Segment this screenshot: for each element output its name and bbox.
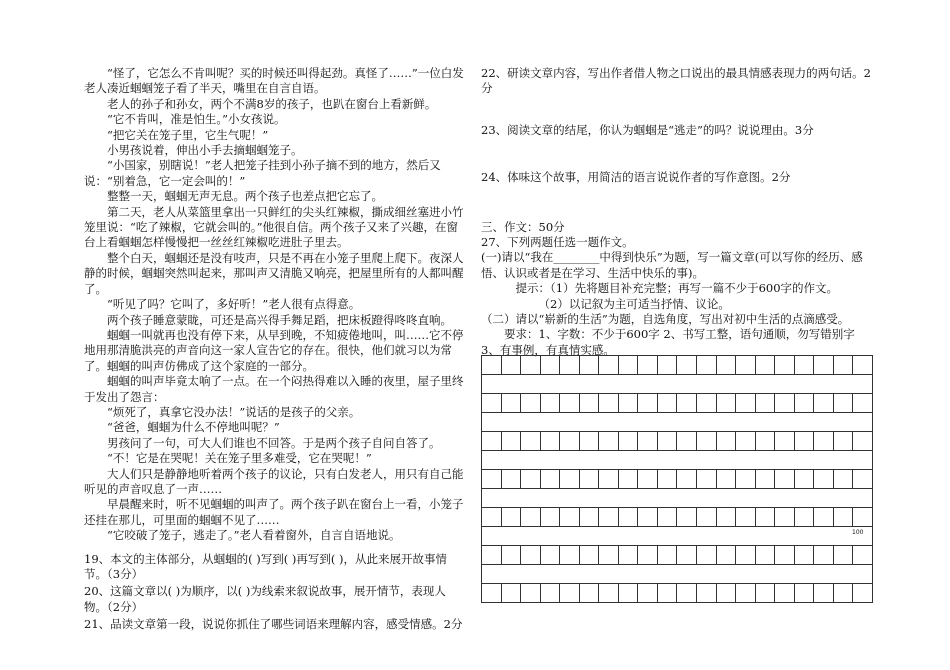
grid-cell[interactable] (638, 470, 658, 489)
left-column (84, 66, 466, 635)
grid-count-marker: 100 (852, 529, 864, 536)
grid-cell[interactable] (736, 470, 756, 489)
grid-cell[interactable] (618, 356, 638, 375)
grid-cell[interactable] (736, 432, 756, 451)
grid-cell[interactable] (618, 432, 638, 451)
passage-paragraph: “把它关在笼子里，它生气呢！” (107, 127, 269, 142)
grid-cell[interactable] (697, 432, 717, 451)
grid-cell[interactable] (853, 356, 873, 375)
grid-cell[interactable] (755, 394, 775, 413)
grid-cell[interactable] (521, 508, 541, 527)
grid-cell[interactable] (501, 546, 521, 565)
grid-cell[interactable] (736, 546, 756, 565)
grid-cell[interactable] (638, 584, 658, 603)
passage-paragraph: “爸爸，蝈蝈为什么不停地叫呢？” (107, 420, 280, 435)
grid-cell[interactable] (638, 546, 658, 565)
passage-paragraph: 大人们只是静静地听着两个孩子的议论，只有白发老人，用只有自己能听见的声音叹息了一声…… (84, 466, 464, 496)
passage-paragraph: 两个孩子睡意蒙眬，可还是高兴得手舞足蹈，把床板蹬得咚咚直响。 (107, 312, 452, 327)
grid-cell[interactable] (482, 584, 502, 603)
passage-paragraph: “小国家，别瞎说！”老人把笼子挂到小孙子摘不到的地方，然后又说：“别着急，它一定会叫的！” (84, 158, 441, 188)
grid-cell[interactable] (599, 356, 619, 375)
grid-cell[interactable] (853, 432, 873, 451)
grid-cell[interactable] (560, 584, 580, 603)
left-questions (84, 552, 466, 633)
grid-cell[interactable] (482, 394, 502, 413)
grid-cell[interactable] (638, 394, 658, 413)
grid-cell[interactable] (775, 432, 795, 451)
grid-cell[interactable] (599, 394, 619, 413)
grid-cell[interactable] (775, 508, 795, 527)
grid-cell[interactable] (814, 394, 834, 413)
passage-paragraph: 男孩问了一句，可大人们谁也不回答。于是两个孩子自问自答了。 (107, 435, 441, 450)
grid-cell[interactable] (638, 432, 658, 451)
grid-cell[interactable] (716, 584, 736, 603)
grid-cell[interactable] (521, 394, 541, 413)
passage-paragraph: 整整一天，蝈蝈无声无息。两个孩子也差点把它忘了。 (107, 189, 383, 204)
grid-cell[interactable] (697, 584, 717, 603)
grid-cell[interactable] (579, 356, 599, 375)
grid-cell[interactable] (833, 546, 853, 565)
grid-cell[interactable] (521, 356, 541, 375)
question-20: 20、这篇文章以( )为顺序，以( )为线索来叙说故事，展开情节，表现人物。（2分） (84, 584, 446, 614)
grid-cell[interactable] (579, 508, 599, 527)
grid-cell[interactable] (814, 546, 834, 565)
grid-row-spacer (482, 451, 873, 470)
grid-cell[interactable] (657, 432, 677, 451)
grid-cell[interactable] (697, 546, 717, 565)
grid-cell[interactable] (638, 508, 658, 527)
grid-cell[interactable] (579, 432, 599, 451)
grid-cell[interactable] (618, 470, 638, 489)
grid-cell[interactable] (697, 470, 717, 489)
grid-cell[interactable] (560, 394, 580, 413)
grid-cell[interactable] (501, 584, 521, 603)
grid-cell[interactable] (560, 508, 580, 527)
passage-paragraph: 老人的孙子和孙女，两个不满8岁的孩子，也趴在窗台上看新鲜。 (107, 96, 437, 111)
grid-cell[interactable] (775, 356, 795, 375)
grid-cell[interactable] (501, 508, 521, 527)
grid-cell[interactable] (853, 508, 873, 527)
grid-cell[interactable] (697, 508, 717, 527)
passage-paragraph: “不！它是在哭呢！关在笼子里多难受，它在哭呢！” (107, 451, 372, 466)
grid-cell[interactable] (618, 508, 638, 527)
grid-cell[interactable] (814, 508, 834, 527)
grid-cell[interactable] (579, 394, 599, 413)
grid-cell[interactable] (775, 584, 795, 603)
grid-cell[interactable] (501, 394, 521, 413)
grid-cell[interactable] (853, 546, 873, 565)
grid-cell[interactable] (794, 508, 814, 527)
grid-cell[interactable] (657, 470, 677, 489)
grid-cell[interactable] (755, 584, 775, 603)
grid-cell[interactable] (833, 394, 853, 413)
grid-cell[interactable] (697, 356, 717, 375)
grid-cell[interactable] (736, 356, 756, 375)
passage-paragraph: 蝈蝈的叫声毕竟太响了一点。在一个闷热得难以入睡的夜里，屋子里终于发出了怨言： (84, 374, 464, 404)
passage-paragraph: “听见了吗？它叫了，多好听！”老人很有点得意。 (107, 297, 361, 312)
grid-cell[interactable] (540, 508, 560, 527)
essay-requirements: 要求：1、字数：不少于600字 2、书写工整，语句通顺，勿写错别字 3、有事例，有真情实感。 (481, 327, 855, 357)
passage-paragraph: “它咬破了笼子，逃走了。”老人看着窗外，自言自语地说。 (107, 528, 401, 543)
grid-cell[interactable] (814, 584, 834, 603)
grid-cell[interactable] (482, 470, 502, 489)
grid-cell[interactable] (677, 432, 697, 451)
question-21: 21、品读文章第一段，说说你抓住了哪些词语来理解内容，感受情感。2分 (84, 617, 463, 632)
passage-paragraph: 整个白天，蝈蝈还是没有吱声，只是不再在小笼子里爬上爬下。夜深人静的时候，蝈蝈突然叫起来，那叫声又清脆又响亮，把屋里所有的人都叫醒了。 (84, 250, 464, 296)
grid-cell[interactable] (677, 356, 697, 375)
grid-cell[interactable] (716, 394, 736, 413)
grid-cell[interactable] (755, 432, 775, 451)
grid-cell[interactable] (618, 546, 638, 565)
grid-cell[interactable] (599, 508, 619, 527)
grid-cell[interactable] (560, 546, 580, 565)
grid-cell[interactable] (657, 356, 677, 375)
grid-row-spacer (482, 375, 873, 394)
essay-tip-1: 提示：（1）先将题目补充完整；再写一篇不少于600字的作文。 (515, 281, 839, 296)
grid-cell[interactable] (716, 508, 736, 527)
grid-cell[interactable] (716, 470, 736, 489)
grid-cell[interactable] (521, 432, 541, 451)
grid-cell[interactable] (736, 394, 756, 413)
grid-cell[interactable] (657, 546, 677, 565)
grid-cell[interactable] (755, 356, 775, 375)
grid-cell[interactable] (794, 356, 814, 375)
grid-cell[interactable] (540, 584, 560, 603)
grid-cell[interactable] (677, 584, 697, 603)
reading-passage (84, 66, 466, 544)
grid-cell[interactable] (501, 470, 521, 489)
passage-paragraph: “它不肯叫，准是怕生。”小女孩说。 (107, 112, 286, 127)
essay-intro: 27、下列两题任选一题作文。 (481, 235, 634, 250)
grid-cell[interactable] (794, 394, 814, 413)
passage-paragraph: 第二天，老人从菜篮里拿出一只鲜红的尖头红辣椒，撕成细丝塞进小竹笼里说：“吃了辣椒，它就会叫的。”他很自信。两个孩子又来了兴趣，在窗台上看蝈蝈怎样慢慢把一丝丝红辣椒吃进肚子里去。 (84, 204, 464, 250)
grid-cell[interactable] (755, 508, 775, 527)
grid-cell[interactable] (657, 584, 677, 603)
grid-cell[interactable] (618, 394, 638, 413)
grid-cell[interactable] (853, 470, 873, 489)
grid-cell[interactable] (618, 584, 638, 603)
essay-heading: 三、作文：50分 (481, 219, 565, 234)
grid-cell[interactable] (482, 356, 502, 375)
passage-paragraph: “怪了，它怎么不肯叫呢？买的时候还叫得起劲。真怪了……”一位白发老人凑近蝈蝈笼子看了半天，嘴里在自言自语。 (84, 66, 464, 96)
passage-paragraph: “烦死了，真拿它没办法！”说话的是孩子的父亲。 (107, 404, 361, 419)
grid-cell[interactable] (833, 508, 853, 527)
grid-cell[interactable] (677, 394, 697, 413)
grid-cell[interactable] (560, 470, 580, 489)
grid-cell[interactable] (540, 394, 560, 413)
grid-cell[interactable] (540, 356, 560, 375)
grid-row-spacer (482, 489, 873, 508)
grid-cell[interactable] (540, 470, 560, 489)
grid-cell[interactable] (501, 356, 521, 375)
grid-cell[interactable] (853, 584, 873, 603)
grid-cell[interactable] (775, 546, 795, 565)
grid-cell[interactable] (638, 356, 658, 375)
grid-cell[interactable] (775, 394, 795, 413)
right-column (481, 66, 876, 358)
question-23: 23、阅读文章的结尾，你认为蝈蝈是“逃走”的吗？说说理由。3分 (481, 122, 814, 137)
grid-cell[interactable] (814, 432, 834, 451)
grid-cell[interactable] (697, 394, 717, 413)
grid-cell[interactable] (755, 470, 775, 489)
grid-cell[interactable] (540, 546, 560, 565)
essay-option-2: （二）请以“崭新的生活”为题，自选角度，写出对初中生活的点滴感受。 (481, 312, 850, 327)
grid-cell[interactable] (833, 584, 853, 603)
grid-cell[interactable] (794, 470, 814, 489)
grid-cell[interactable] (521, 546, 541, 565)
grid-cell[interactable] (657, 394, 677, 413)
grid-row-spacer (482, 565, 873, 584)
essay-option-1: (一)请以“我在________中得到快乐”为题，写一篇文章(可以写你的经历、感悟、认识或者是在学习、生活中快乐的事)。 (481, 250, 863, 280)
grid-cell[interactable] (579, 584, 599, 603)
grid-cell[interactable] (736, 584, 756, 603)
grid-cell[interactable] (540, 432, 560, 451)
grid-cell[interactable] (482, 546, 502, 565)
grid-cell[interactable] (794, 546, 814, 565)
grid-cell[interactable] (677, 470, 697, 489)
grid-cell[interactable] (814, 356, 834, 375)
grid-cell[interactable] (521, 470, 541, 489)
grid-row-spacer (482, 413, 873, 432)
grid-cell[interactable] (833, 432, 853, 451)
grid-cell[interactable] (794, 584, 814, 603)
composition-grid (481, 355, 873, 603)
grid-cell[interactable] (501, 432, 521, 451)
grid-cell[interactable] (716, 432, 736, 451)
passage-paragraph: 蝈蝈一叫就再也没有停下来，从早到晚，不知疲倦地叫，叫……它不停地用那清脆洪亮的声音向这一家人宣告它的存在。很快，他们就习以为常了。蝈蝈的叫声仿佛成了这个家庭的一部分。 (84, 327, 464, 373)
question-19: 19、本文的主体部分，从蝈蝈的( )写到( )再写到( )，从此来展开故事情节。（3分） (84, 551, 448, 581)
essay-tip-2: （2）以记叙为主可适当抒情、议论。 (538, 296, 730, 311)
grid-cell[interactable] (833, 470, 853, 489)
question-22: 22、研读文章内容，写出作者借人物之口说出的最具情感表现力的两句话。2分 (481, 66, 871, 96)
grid-cell[interactable] (657, 508, 677, 527)
grid-cell[interactable] (833, 356, 853, 375)
passage-paragraph: 小男孩说着，伸出小手去摘蝈蝈笼子。 (107, 143, 303, 158)
grid-cell[interactable] (599, 584, 619, 603)
grid-cell[interactable] (482, 432, 502, 451)
grid-cell[interactable] (853, 394, 873, 413)
grid-cell[interactable] (677, 546, 697, 565)
grid-cell[interactable] (794, 432, 814, 451)
grid-cell[interactable] (482, 508, 502, 527)
grid-cell[interactable] (560, 356, 580, 375)
grid-cell[interactable] (755, 546, 775, 565)
grid-row-spacer (482, 527, 873, 546)
grid-cell[interactable] (579, 470, 599, 489)
grid-cell[interactable] (775, 470, 795, 489)
grid-cell[interactable] (521, 584, 541, 603)
grid-cell[interactable] (599, 470, 619, 489)
passage-paragraph: 早晨醒来时，听不见蝈蝈的叫声了。两个孩子趴在窗台上一看，小笼子还挂在那儿，可里面的蝈蝈不见了…… (84, 497, 464, 527)
grid-cell[interactable] (814, 470, 834, 489)
grid-cell[interactable] (599, 546, 619, 565)
grid-cell[interactable] (579, 546, 599, 565)
grid-cell[interactable] (716, 356, 736, 375)
grid-cell[interactable] (716, 546, 736, 565)
grid-cell[interactable] (736, 508, 756, 527)
grid-cell[interactable] (560, 432, 580, 451)
grid-cell[interactable] (599, 432, 619, 451)
question-24: 24、体味这个故事，用简洁的语言说说作者的写作意图。2分 (481, 170, 791, 185)
grid-cell[interactable] (677, 508, 697, 527)
